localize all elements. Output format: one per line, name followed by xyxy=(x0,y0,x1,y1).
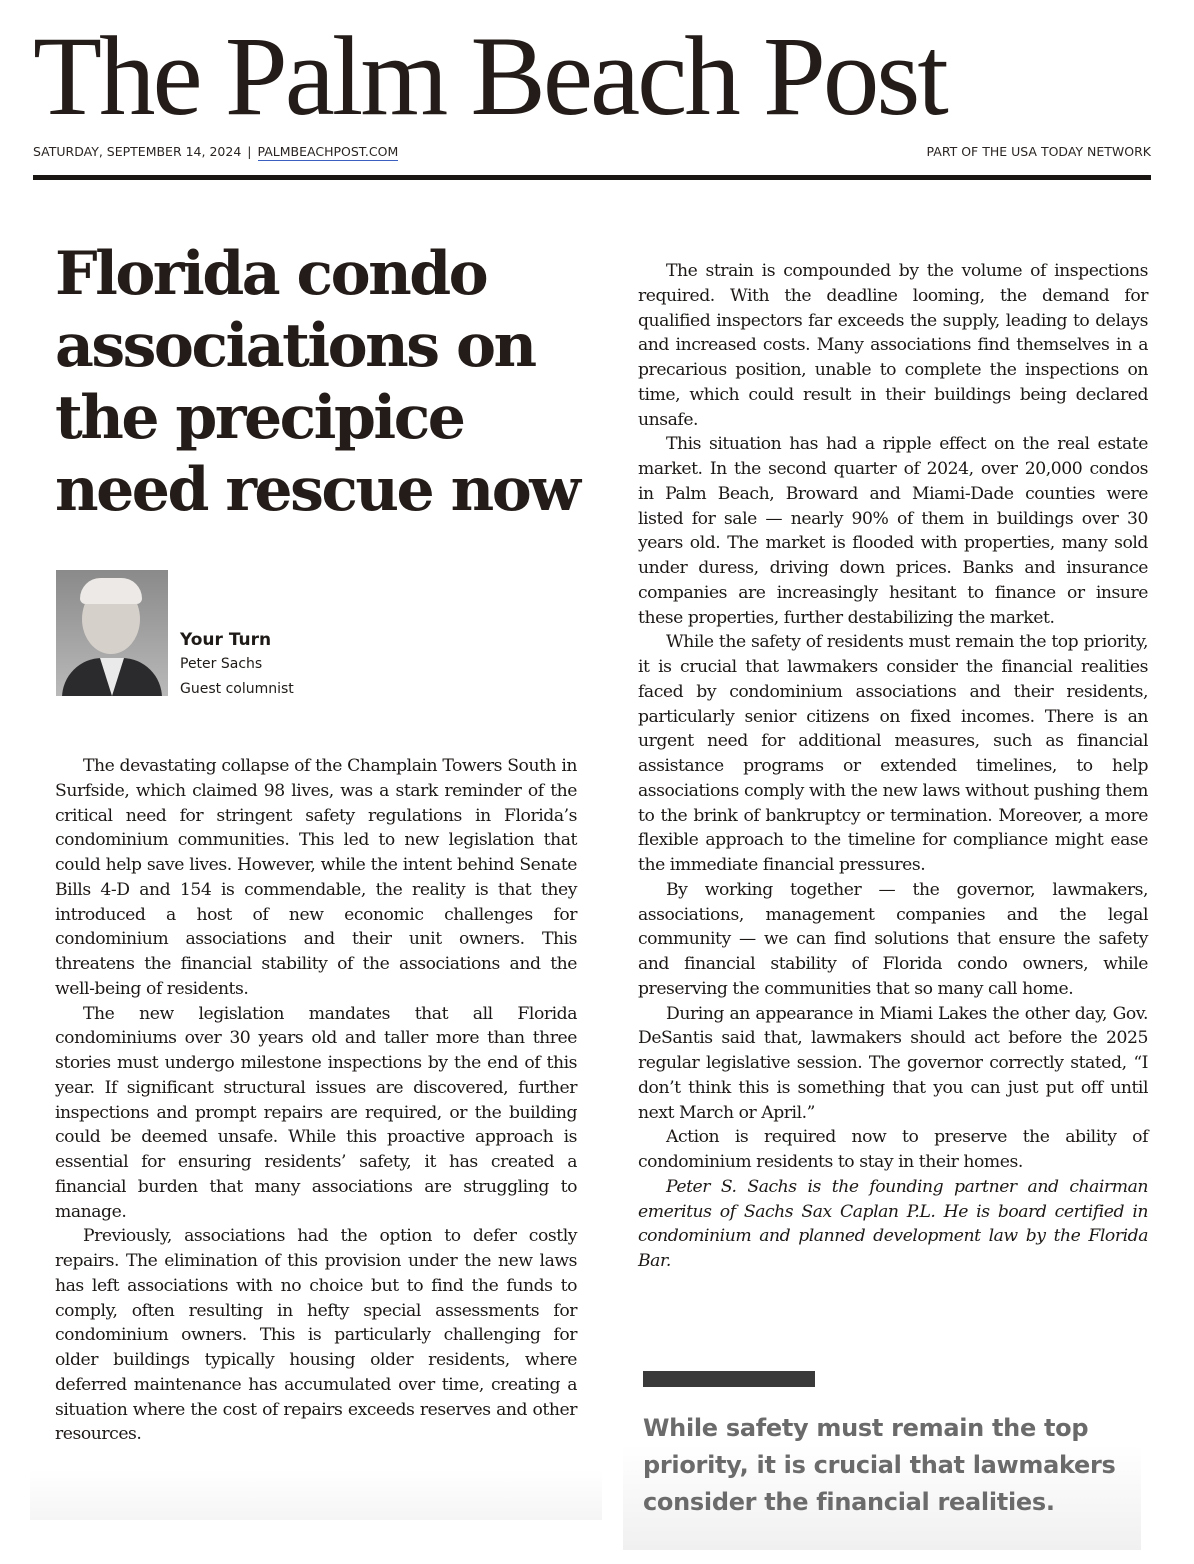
publication-date: SATURDAY, SEPTEMBER 14, 2024 xyxy=(33,144,242,159)
article-column-left xyxy=(55,754,577,1447)
author-role: Guest columnist xyxy=(180,681,294,697)
article-paragraph: Previously, associations had the option to defer costly repairs. The elimination of this provision under the new laws has left associations with no choice but to find the funds to comply, often resulting in hefty special assessments for condominium owners. This is particularly challenging for older buildings typically housing older residents, where deferred maintenance has accumulated over time, creating a situation where the cost of repairs exceeds reserves and other resources. xyxy=(55,1226,577,1445)
site-link[interactable]: PALMBEACHPOST.COM xyxy=(257,144,399,159)
article-paragraph: The devastating collapse of the Champlain Towers South in Surfside, which claimed 98 lives, was a stark reminder of the critical need for stringent safety regulations in Florida’s condominium communities. This led to new legislation that could help save lives. However, while the intent behind Senate Bills 4-D and 154 is commendable, the reality is that they introduced a host of new economic challenges for condominium associations and their unit owners. This threatens the financial stability of the associations and the well-being of residents. xyxy=(55,756,577,999)
pull-quote: While safety must remain the top priority, it is crucial that lawmakers consider the financial realities. xyxy=(643,1414,1116,1516)
article-column-right xyxy=(638,259,1148,1274)
dateline-separator: | xyxy=(247,144,252,159)
author-block xyxy=(56,570,476,696)
newspaper-title: The Palm Beach Post xyxy=(33,18,946,136)
masthead-rule xyxy=(33,175,1151,180)
author-headshot-icon xyxy=(56,570,168,696)
article-paragraph: The strain is compounded by the volume of inspections required. With the deadline looming, the demand for qualified inspectors far exceeds the supply, leading to delays and increased costs. Many associations find themselves in a precarious position, unable to complete the inspections on time, which could result in their buildings being declared unsafe. xyxy=(638,261,1148,430)
article-headline: Florida condo associations on the precipice need rescue now xyxy=(55,239,579,525)
article-paragraph: The new legislation mandates that all Florida condominiums over 30 years old and taller more than three stories must undergo milestone inspections by the end of this year. If significant structural issues are discovered, further inspections and prompt repairs are required, or the building could be deemed unsafe. While this proactive approach is essential for ensuring residents’ safety, it has created a financial burden that many associations are struggling to manage. xyxy=(55,1003,577,1222)
article-paragraph: By working together — the governor, lawmakers, associations, management companies and the legal community — we can find solutions that ensure the safety and financial stability of Florida condo owners, while preserving the communities that so many call home. xyxy=(638,879,1148,999)
author-name: Peter Sachs xyxy=(180,656,263,672)
column-fade xyxy=(30,1470,602,1520)
article-paragraph: This situation has had a ripple effect on the real estate market. In the second quarter of 2024, over 20,000 condos in Palm Beach, Broward and Miami-Dade counties were listed for sale — nearly 90% of them in buildings over 30 years old. The market is flooded with properties, many sold under duress, driving down prices. Banks and insurance companies are increasingly hesitant to finance or insure these properties, further destabilizing the market. xyxy=(638,434,1148,628)
pull-quote-bar xyxy=(643,1371,815,1387)
article-paragraph: During an appearance in Miami Lakes the other day, Gov. DeSantis said that, lawmakers should act before the 2025 regular legislative session. The governor correctly stated, “I don’t think this is something that you can just put off until next March or April.” xyxy=(638,1003,1148,1123)
masthead xyxy=(33,18,1151,136)
dateline xyxy=(33,144,1151,162)
column-label: Your Turn xyxy=(180,630,272,650)
network-tagline: PART OF THE USA TODAY NETWORK xyxy=(926,144,1151,159)
author-bio: Peter S. Sachs is the founding partner and chairman emeritus of Sachs Sax Caplan P.L. He is board certified in condominium and planned development law by the Florida Bar. xyxy=(638,1176,1148,1271)
article-paragraph: Action is required now to preserve the ability of condominium residents to stay in their homes. xyxy=(638,1127,1148,1172)
article-paragraph: While the safety of residents must remain the top priority, it is crucial that lawmakers consider the financial realities faced by condominium associations and their residents, particularly senior citizens on fixed incomes. There is an urgent need for additional measures, such as financial assistance programs or extended timelines, to help associations comply with the new laws without pushing them to the brink of bankruptcy or termination. Moreover, a more flexible approach to the timeline for compliance might ease the immediate financial pressures. xyxy=(638,632,1148,875)
